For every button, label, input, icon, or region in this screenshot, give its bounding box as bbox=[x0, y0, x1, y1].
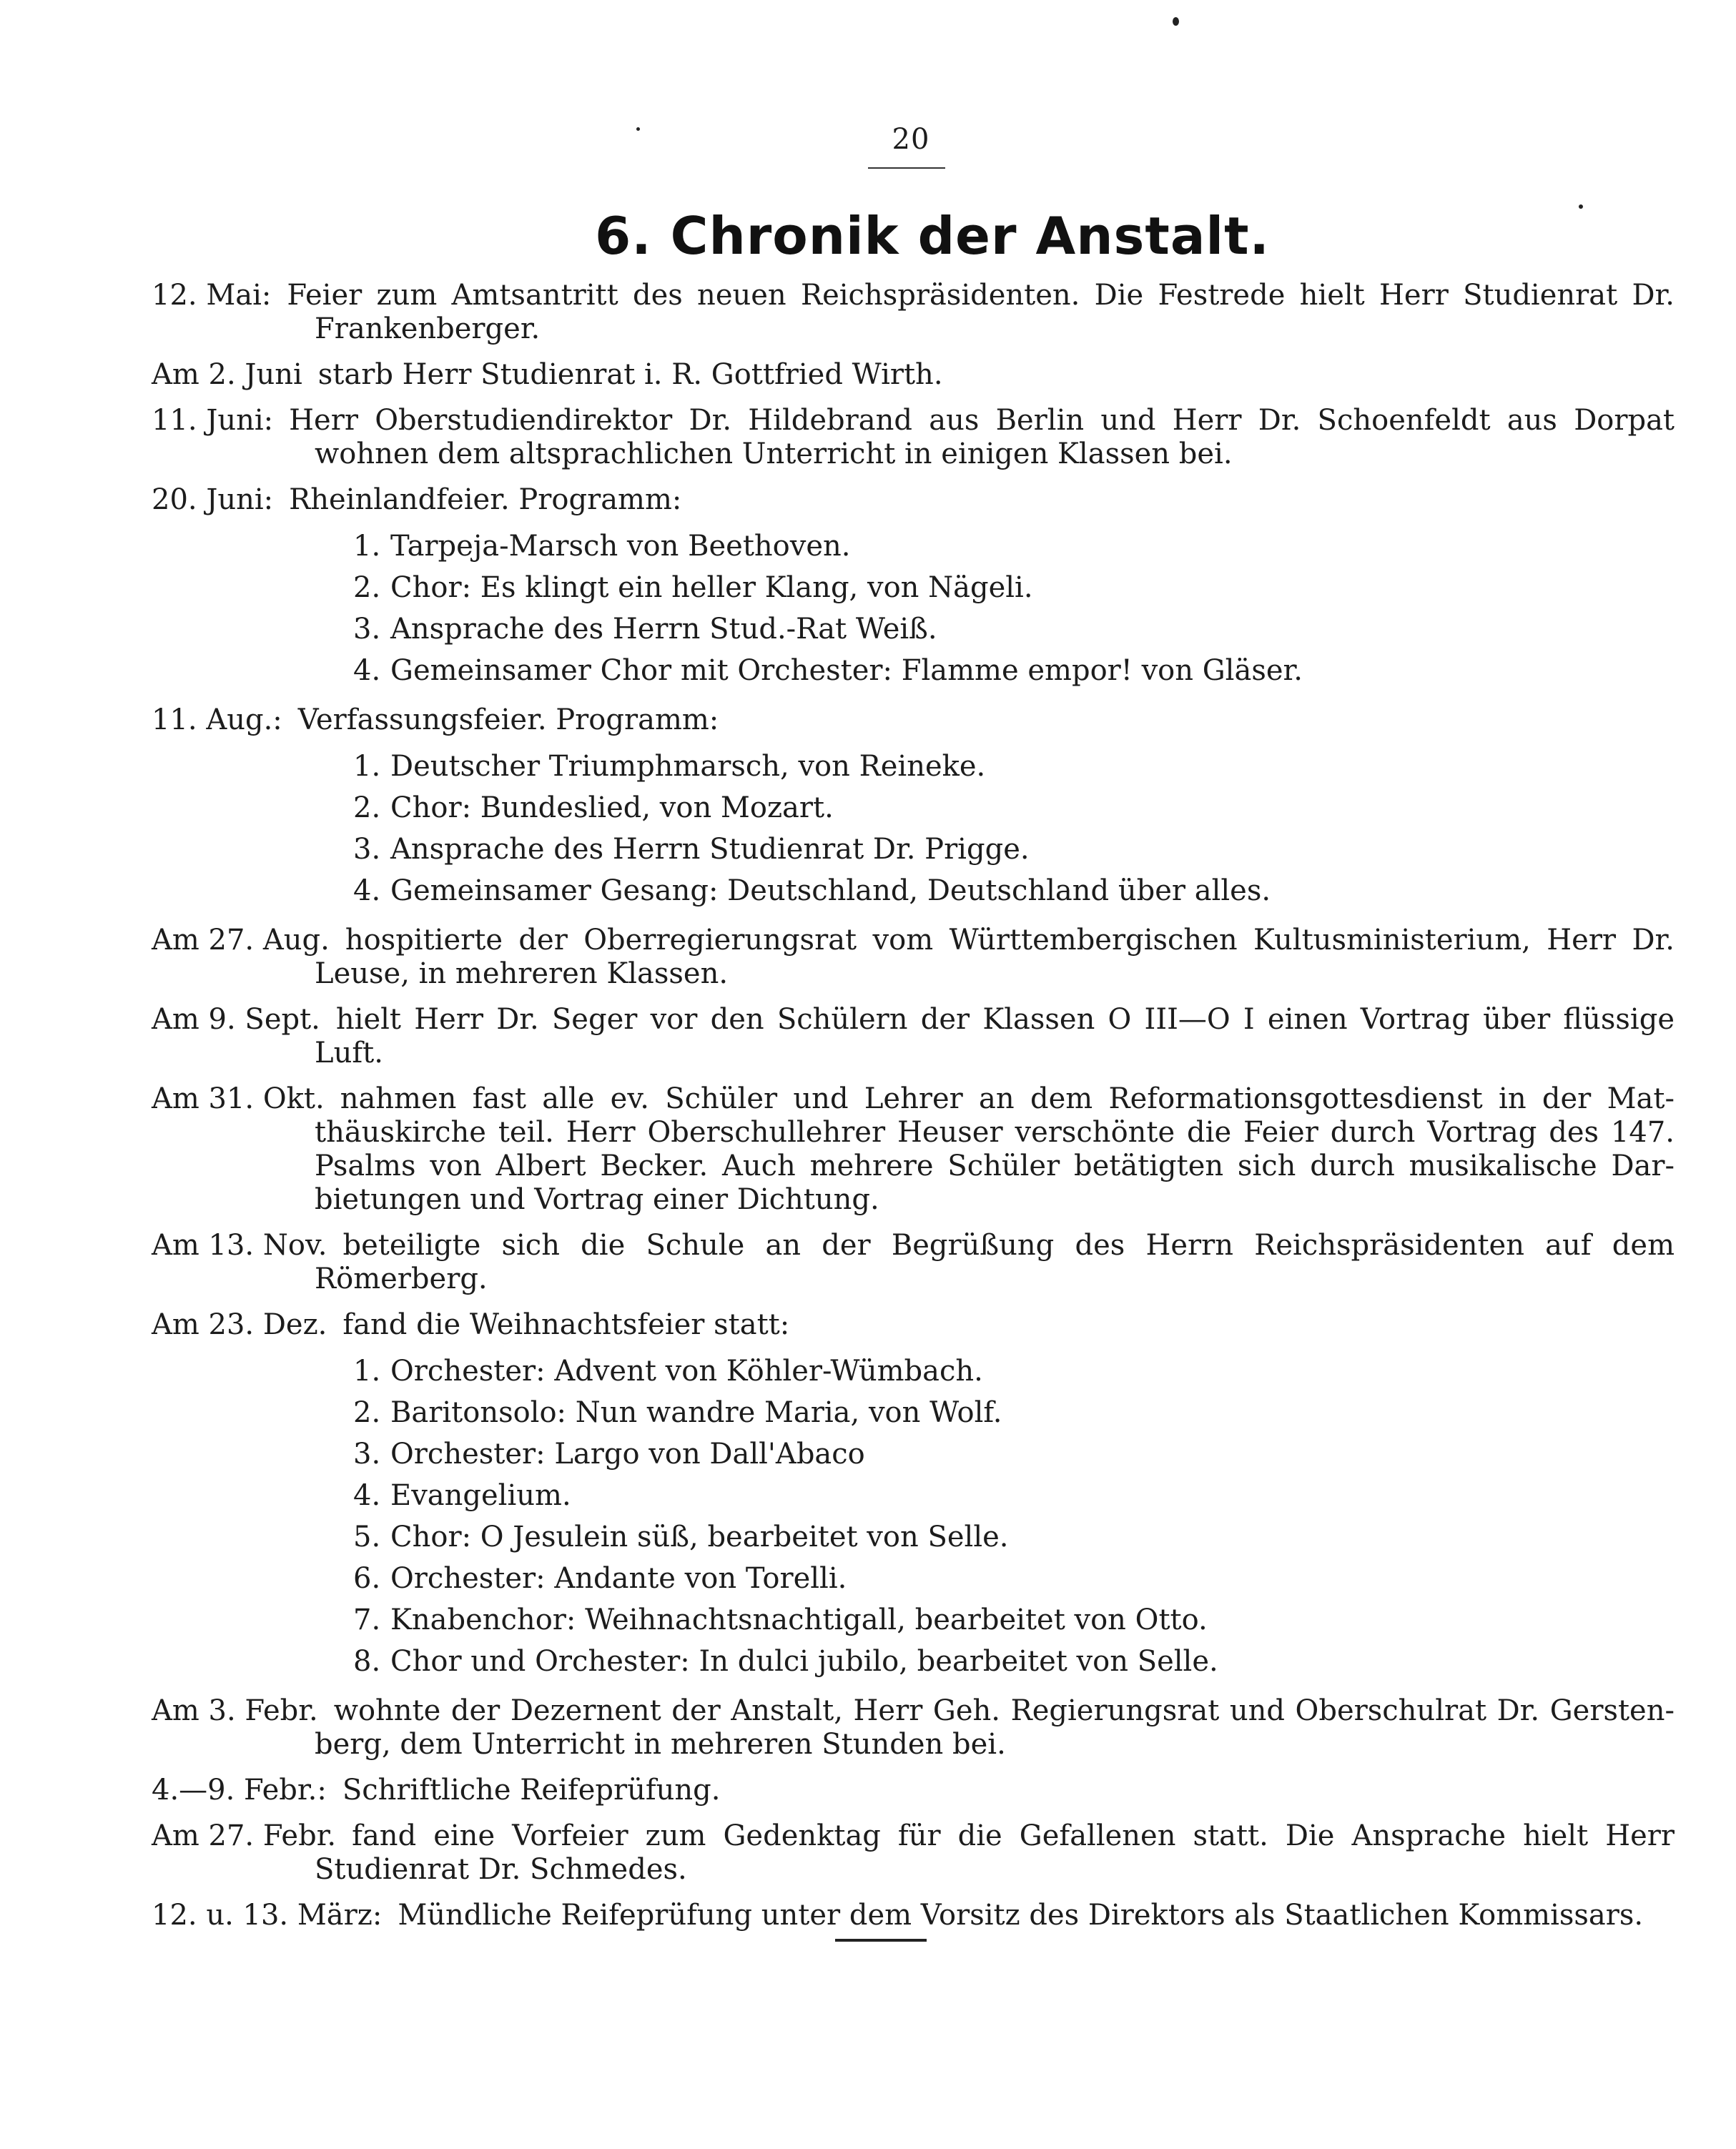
page-number-rule bbox=[868, 167, 945, 169]
program-list bbox=[353, 525, 1675, 691]
program-item bbox=[353, 1392, 1675, 1433]
closing-rule bbox=[835, 1939, 927, 1942]
chronicle-entry bbox=[152, 1003, 1675, 1070]
program-item bbox=[353, 1558, 1675, 1599]
program-item-number: 3. bbox=[353, 833, 381, 866]
entry-date: 12. Mai: bbox=[152, 279, 272, 312]
entry-continuation: wohnen dem altsprachlichen Unterricht in einigen Klassen bei. bbox=[315, 438, 1233, 470]
entry-text: hielt Herr Dr. Seger vor den Schülern der Klassen O III—O I einen Vortrag über flüssige bbox=[335, 1003, 1675, 1036]
entry-date: 12. u. 13. März: bbox=[152, 1899, 383, 1932]
page-number: 20 bbox=[892, 123, 930, 156]
chronicle-entry bbox=[152, 404, 1675, 471]
program-item bbox=[353, 1599, 1675, 1641]
program-item-text: Baritonsolo: Nun wandre Maria, von Wolf. bbox=[390, 1396, 1002, 1429]
entry-continuation: Luft. bbox=[315, 1037, 383, 1069]
chronicle-entry bbox=[152, 703, 1675, 912]
program-item-text: Knabenchor: Weihnachtsnachtigall, bearbeitet von Otto. bbox=[390, 1604, 1208, 1636]
entry-text: starb Herr Studienrat i. R. Gottfried Wirth. bbox=[317, 358, 943, 391]
chronicle-entry bbox=[152, 1774, 1675, 1807]
program-item bbox=[353, 608, 1675, 650]
program-item-text: Chor: Bundeslied, von Mozart. bbox=[390, 791, 834, 824]
entry-date: Am 31. Okt. bbox=[152, 1082, 325, 1115]
entry-text: nahmen fast alle ev. Schüler und Lehrer an dem Reformationsgottesdienst in der Mat- bbox=[340, 1082, 1675, 1115]
program-item-text: Tarpeja-Marsch von Beethoven. bbox=[390, 530, 851, 563]
program-item-text: Orchester: Largo von Dall'Abaco bbox=[390, 1438, 865, 1471]
program-item-number: 3. bbox=[353, 1438, 381, 1471]
entry-text: Feier zum Amtsantritt des neuen Reichspräsidenten. Die Festrede hielt Herr Studienrat Dr. bbox=[287, 279, 1675, 312]
chronicle-entry bbox=[152, 1229, 1675, 1296]
program-item-text: Chor und Orchester: In dulci jubilo, bearbeitet von Selle. bbox=[390, 1645, 1218, 1678]
program-item-text: Chor: Es klingt ein heller Klang, von Nägeli. bbox=[390, 571, 1033, 604]
program-item-text: Orchester: Advent von Köhler-Wümbach. bbox=[390, 1355, 983, 1388]
program-list bbox=[353, 746, 1675, 912]
entry-date: Am 3. Febr. bbox=[152, 1694, 318, 1727]
chronicle-entry bbox=[152, 358, 1675, 392]
page-title: 6. Chronik der Anstalt. bbox=[595, 206, 1270, 266]
entry-text: Rheinlandfeier. Programm: bbox=[289, 483, 682, 516]
program-item-number: 1. bbox=[353, 750, 381, 783]
entry-text: Verfassungsfeier. Programm: bbox=[297, 703, 719, 736]
chronicle-entry bbox=[152, 924, 1675, 991]
chronicle-entry bbox=[152, 1308, 1675, 1682]
program-item bbox=[353, 1516, 1675, 1558]
entry-continuation: Studienrat Dr. Schmedes. bbox=[315, 1853, 687, 1886]
chronicle-entry bbox=[152, 1899, 1675, 1932]
entry-date: 4.—9. Febr.: bbox=[152, 1774, 327, 1807]
entry-text: hospitierte der Oberregierungsrat vom Württembergischen Kultusministerium, Herr Dr. bbox=[345, 924, 1675, 957]
program-item-number: 4. bbox=[353, 654, 381, 687]
scan-speck bbox=[636, 127, 640, 131]
entry-date: Am 13. Nov. bbox=[152, 1229, 327, 1262]
program-item bbox=[353, 1641, 1675, 1682]
program-item-number: 2. bbox=[353, 571, 381, 604]
program-item-number: 6. bbox=[353, 1562, 381, 1595]
entry-text: Mündliche Reifeprüfung unter dem Vorsitz des Direktors als Staatlichen Kommissars. bbox=[398, 1899, 1644, 1932]
program-item-number: 1. bbox=[353, 1355, 381, 1388]
chronicle-entry bbox=[152, 279, 1675, 346]
program-item-text: Orchester: Andante von Torelli. bbox=[390, 1562, 847, 1595]
chronicle-entry bbox=[152, 483, 1675, 691]
program-item bbox=[353, 1475, 1675, 1516]
program-item-number: 2. bbox=[353, 1396, 381, 1429]
program-item bbox=[353, 1350, 1675, 1392]
program-item bbox=[353, 870, 1675, 912]
entry-continuation: berg, dem Unterricht in mehreren Stunden bei. bbox=[315, 1728, 1006, 1761]
program-item bbox=[353, 746, 1675, 787]
program-item bbox=[353, 567, 1675, 608]
entry-date: Am 23. Dez. bbox=[152, 1308, 327, 1341]
program-item bbox=[353, 650, 1675, 691]
entry-date: 11. Aug.: bbox=[152, 703, 282, 736]
entry-continuation: Leuse, in mehreren Klassen. bbox=[315, 957, 729, 990]
program-item-number: 1. bbox=[353, 530, 381, 563]
program-list bbox=[353, 1350, 1675, 1682]
program-item-number: 3. bbox=[353, 613, 381, 646]
program-item-number: 7. bbox=[353, 1604, 381, 1636]
program-item bbox=[353, 787, 1675, 829]
entry-date: Am 27. Aug. bbox=[152, 924, 330, 957]
entry-date: Am 9. Sept. bbox=[152, 1003, 320, 1036]
chronicle-entry bbox=[152, 1082, 1675, 1217]
program-item-text: Deutscher Triumphmarsch, von Reineke. bbox=[390, 750, 986, 783]
entry-text: Schriftliche Reifeprüfung. bbox=[342, 1774, 721, 1807]
program-item-text: Ansprache des Herrn Stud.-Rat Weiß. bbox=[390, 613, 937, 646]
program-item bbox=[353, 829, 1675, 870]
program-item-text: Gemeinsamer Chor mit Orchester: Flamme empor! von Gläser. bbox=[390, 654, 1303, 687]
chronicle-entry bbox=[152, 1694, 1675, 1762]
program-item-text: Gemeinsamer Gesang: Deutschland, Deutschland über alles. bbox=[390, 874, 1271, 907]
entry-text: wohnte der Dezernent der Anstalt, Herr Geh. Regierungsrat und Oberschulrat Dr. Gersten- bbox=[333, 1694, 1675, 1727]
program-item-text: Chor: O Jesulein süß, bearbeitet von Selle. bbox=[390, 1521, 1009, 1553]
program-item-number: 8. bbox=[353, 1645, 381, 1678]
entry-date: 11. Juni: bbox=[152, 404, 274, 437]
program-item-number: 4. bbox=[353, 1479, 381, 1512]
entry-date: Am 2. Juni bbox=[152, 358, 302, 391]
program-item-number: 4. bbox=[353, 874, 381, 907]
entry-continuation: Frankenberger. bbox=[315, 312, 541, 345]
program-item bbox=[353, 525, 1675, 567]
chronicle-entry bbox=[152, 1819, 1675, 1887]
program-item-text: Evangelium. bbox=[390, 1479, 571, 1512]
entry-continuation: Römerberg. bbox=[315, 1263, 488, 1295]
entry-continuation: thäuskirche teil. Herr Oberschullehrer Heuser verschönte die Feier durch Vortrag des 147. Psalms von Albert Becker. Auch mehrere Schüler betätigten sich durch musikalische Dar-bietungen und Vortrag einer Dichtung. bbox=[315, 1116, 1675, 1216]
program-item-number: 5. bbox=[353, 1521, 381, 1553]
entry-text: fand eine Vorfeier zum Gedenktag für die Gefallenen statt. Die Ansprache hielt Herr bbox=[352, 1819, 1675, 1852]
entry-date: 20. Juni: bbox=[152, 483, 274, 516]
program-item-number: 2. bbox=[353, 791, 381, 824]
entry-text: Herr Oberstudiendirektor Dr. Hildebrand aus Berlin und Herr Dr. Schoenfeldt aus Dorpat bbox=[289, 404, 1675, 437]
entry-text: beteiligte sich die Schule an der Begrüßung des Herrn Reichspräsidenten auf dem bbox=[342, 1229, 1675, 1262]
program-item bbox=[353, 1433, 1675, 1475]
chronicle-list bbox=[152, 279, 1675, 1945]
scan-speck bbox=[1173, 17, 1179, 26]
program-item-text: Ansprache des Herrn Studienrat Dr. Prigge. bbox=[390, 833, 1030, 866]
entry-date: Am 27. Febr. bbox=[152, 1819, 337, 1852]
entry-text: fand die Weihnachtsfeier statt: bbox=[342, 1308, 790, 1341]
